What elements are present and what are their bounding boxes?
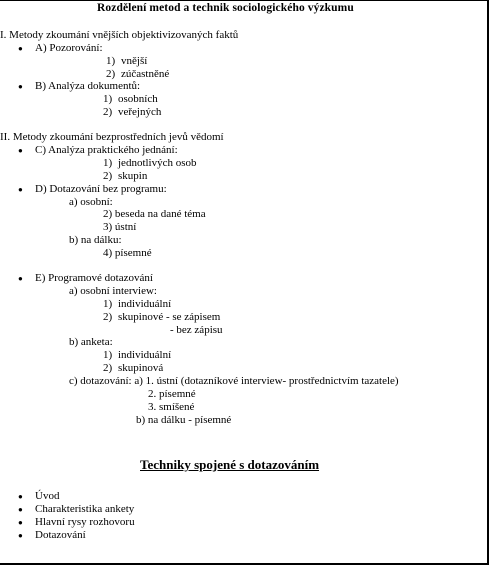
item-e-a-sub: 1) individuální	[103, 298, 172, 310]
item-c-sub: 1) jednotlivých osob	[103, 157, 197, 169]
section-subtitle: Techniky spojené s dotazováním	[140, 457, 320, 472]
item-d-a-sub: 2) beseda na dané téma	[103, 208, 206, 220]
item-d-b-sub: 4) písemné	[103, 247, 152, 259]
item-e-c: c) dotazování: a) 1. ústní (dotazníkové interview- prostřednictvím tazatele)	[69, 375, 399, 387]
item-e-a-sub: - bez zápisu	[170, 324, 223, 336]
bullet-icon: ●	[18, 82, 23, 91]
bullet-icon: ●	[18, 146, 23, 155]
section-2-heading: II. Metody zkoumání bezprostředních jevů vědomí	[0, 131, 224, 143]
item-c-sub: 2) skupin	[103, 170, 148, 182]
item-e-b: b) anketa:	[69, 336, 113, 348]
bullet-icon: ●	[18, 518, 23, 527]
item-d-a: a) osobní:	[69, 196, 113, 208]
item-d-b: b) na dálku:	[69, 234, 122, 246]
item-b-sub: 2) veřejných	[103, 106, 162, 118]
item-e-a-sub: 2) skupinové - se zápisem	[103, 311, 221, 323]
bullet-icon: ●	[18, 44, 23, 53]
item-d-label: D) Dotazování bez programu:	[35, 183, 167, 195]
bullet-icon: ●	[18, 492, 23, 501]
bullet-icon: ●	[18, 274, 23, 283]
item-a-label: A) Pozorování:	[35, 42, 103, 54]
list-item: Úvod	[35, 490, 60, 502]
item-e-label: E) Programové dotazování	[35, 272, 153, 284]
item-a-sub: 2) zúčastněné	[106, 68, 170, 80]
list-item: Hlavní rysy rozhovoru	[35, 516, 135, 528]
item-e-b-sub: 1) individuální	[103, 349, 172, 361]
item-b-sub: 1) osobních	[103, 93, 158, 105]
list-item: Dotazování	[35, 529, 86, 541]
page-border-top	[0, 0, 489, 1]
list-item: Charakteristika ankety	[35, 503, 135, 515]
item-d-a-sub: 3) ústní	[103, 221, 137, 233]
bullet-icon: ●	[18, 531, 23, 540]
item-b-label: B) Analýza dokumentů:	[35, 80, 141, 92]
document-title: Rozdělení metod a technik sociologického výzkumu	[97, 2, 354, 14]
item-e-a: a) osobní interview:	[69, 285, 157, 297]
item-e-b-sub: 2) skupinová	[103, 362, 164, 374]
item-c-label: C) Analýza praktického jednání:	[35, 144, 178, 156]
bullet-icon: ●	[18, 505, 23, 514]
item-e-c-sub: 3. smíšené	[148, 401, 195, 413]
item-e-c-b: b) na dálku - písemné	[136, 414, 232, 426]
section-1-heading: I. Metody zkoumání vnějších objektivizovaných faktů	[0, 29, 239, 41]
bullet-icon: ●	[18, 185, 23, 194]
item-a-sub: 1) vnější	[106, 55, 148, 67]
item-e-c-sub: 2. písemné	[148, 388, 196, 400]
